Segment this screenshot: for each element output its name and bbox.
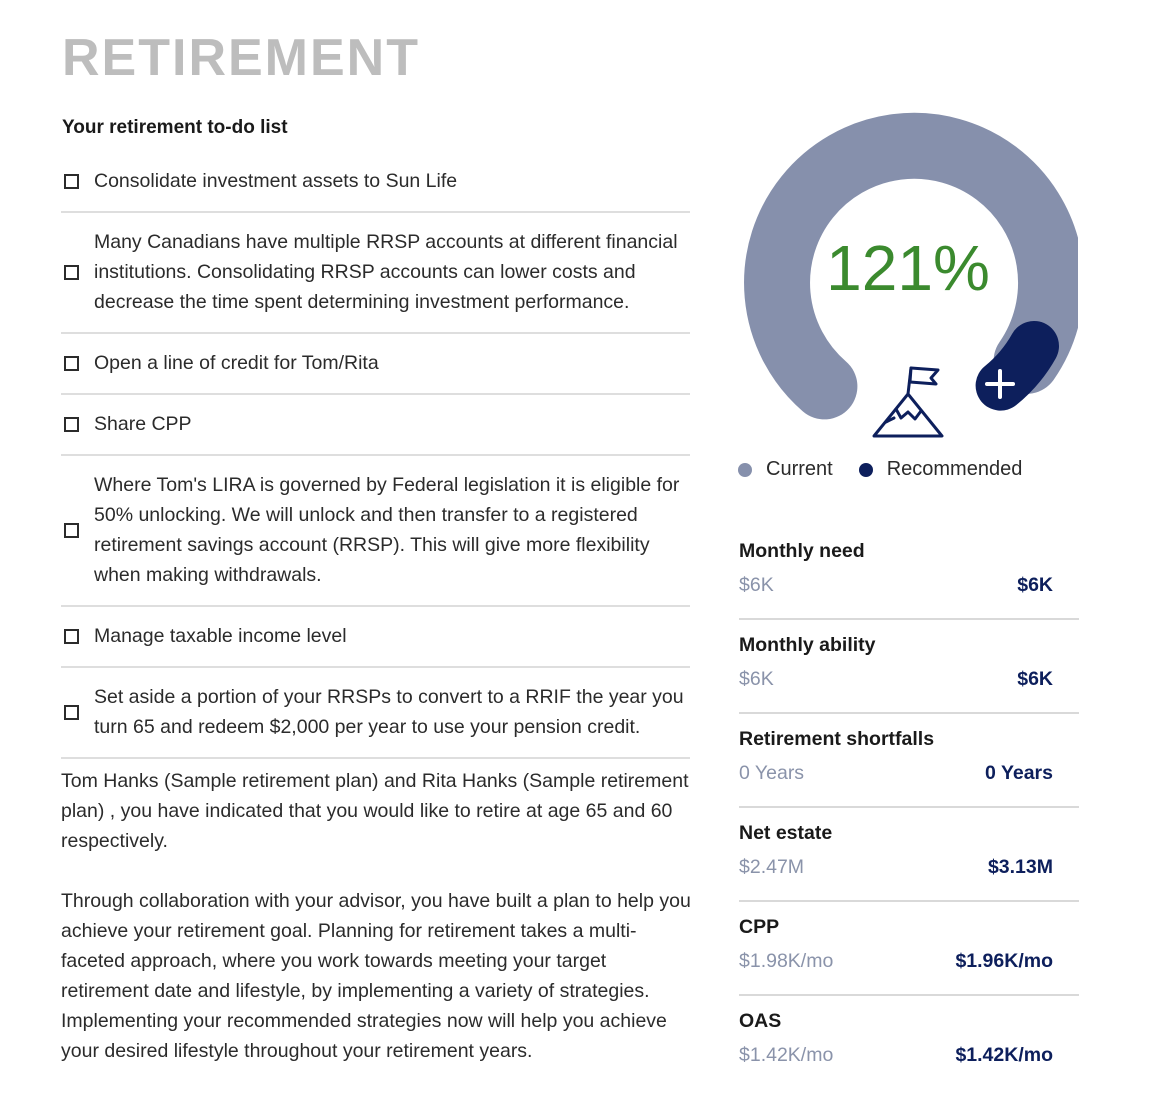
todo-item xyxy=(61,607,690,668)
legend-current-dot-icon xyxy=(738,463,752,477)
legend-recommended-label: Recommended xyxy=(886,458,1023,480)
todo-list-heading: Your retirement to-do list xyxy=(62,117,288,138)
todo-item xyxy=(61,213,690,334)
todo-item-text: Set aside a portion of your RRSPs to convert to a RRIF the year you turn 65 and redeem $2,000 per year to use your pension credit. xyxy=(94,686,684,738)
metric-recommended-value: $1.42K/mo xyxy=(955,1044,1053,1066)
gauge-recommended-arc xyxy=(1001,346,1034,386)
metric-oas xyxy=(739,996,1079,1088)
metric-recommended-value: $6K xyxy=(1017,574,1053,596)
todo-item-text: Where Tom's LIRA is governed by Federal legislation it is eligible for 50% unlocking. We will unlock and then transfer to a registered retirement savings account (RRSP). This will give more flexibility when making withdrawals. xyxy=(94,474,680,586)
metric-current-value: $1.42K/mo xyxy=(739,1044,834,1066)
todo-item xyxy=(61,334,690,395)
todo-item-text: Consolidate investment assets to Sun Life xyxy=(94,170,458,192)
legend-recommended-dot-icon xyxy=(859,463,873,477)
legend-recommended xyxy=(859,458,1023,481)
metric-label: OAS xyxy=(739,1010,782,1032)
todo-checkbox[interactable] xyxy=(64,523,79,538)
metric-label: Monthly need xyxy=(739,540,865,562)
metric-current-value: $2.47M xyxy=(739,856,805,878)
metric-recommended-value: 0 Years xyxy=(985,762,1053,784)
todo-item xyxy=(61,395,690,456)
todo-checkbox[interactable] xyxy=(64,417,79,432)
metric-current-value: $6K xyxy=(739,668,774,690)
gauge-legend xyxy=(738,458,1048,481)
todo-checkbox[interactable] xyxy=(64,265,79,280)
metric-cpp xyxy=(739,902,1079,996)
todo-item-text: Open a line of credit for Tom/Rita xyxy=(94,352,379,374)
gauge-percent-label: 121% xyxy=(826,232,990,304)
metric-monthly-ability xyxy=(739,620,1079,714)
metric-current-value: $1.98K/mo xyxy=(739,950,834,972)
metric-monthly-need xyxy=(739,526,1079,620)
legend-current xyxy=(738,458,833,481)
metric-label: Monthly ability xyxy=(739,634,876,656)
metric-retirement-shortfalls xyxy=(739,714,1079,808)
todo-list xyxy=(61,152,690,759)
metric-net-estate xyxy=(739,808,1079,902)
todo-item-text: Share CPP xyxy=(94,413,192,435)
legend-current-label: Current xyxy=(766,458,833,480)
metric-label: Retirement shortfalls xyxy=(739,728,935,750)
todo-item xyxy=(61,152,690,213)
retirement-metrics xyxy=(739,526,1079,1088)
todo-checkbox[interactable] xyxy=(64,705,79,720)
mountain-flag-icon xyxy=(874,368,942,436)
todo-checkbox[interactable] xyxy=(64,174,79,189)
todo-item-text: Many Canadians have multiple RRSP accounts at different financial institutions. Consolidating RRSP accounts can lower costs and decrease the time spent determining investment performance. xyxy=(94,231,678,313)
metric-current-value: $6K xyxy=(739,574,774,596)
todo-checkbox[interactable] xyxy=(64,629,79,644)
todo-item xyxy=(61,668,690,759)
metric-recommended-value: $3.13M xyxy=(987,856,1053,878)
todo-item-text: Manage taxable income level xyxy=(94,625,347,647)
metric-recommended-value: $1.96K/mo xyxy=(955,950,1053,972)
page-title: RETIREMENT xyxy=(62,29,420,87)
todo-checkbox[interactable] xyxy=(64,356,79,371)
metric-label: CPP xyxy=(739,916,780,938)
todo-item xyxy=(61,456,690,607)
retirement-intro-paragraph: Tom Hanks (Sample retirement plan) and Rita Hanks (Sample retirement plan) , you have indicated that you would like to retire at age 65 and 60 respectively. xyxy=(61,770,689,852)
metric-current-value: 0 Years xyxy=(739,762,805,784)
metric-label: Net estate xyxy=(739,822,833,844)
retirement-body-paragraph: Through collaboration with your advisor, you have built a plan to help you achieve your retirement goal. Planning for retirement takes a multi-faceted approach, where you work towards meeting your target retirement date and lifestyle, by implementing a variety of strategies. Implementing your recommended strategies now will help you achieve your desired lifestyle throughout your retirement years. xyxy=(61,890,691,1062)
metric-recommended-value: $6K xyxy=(1017,668,1053,690)
